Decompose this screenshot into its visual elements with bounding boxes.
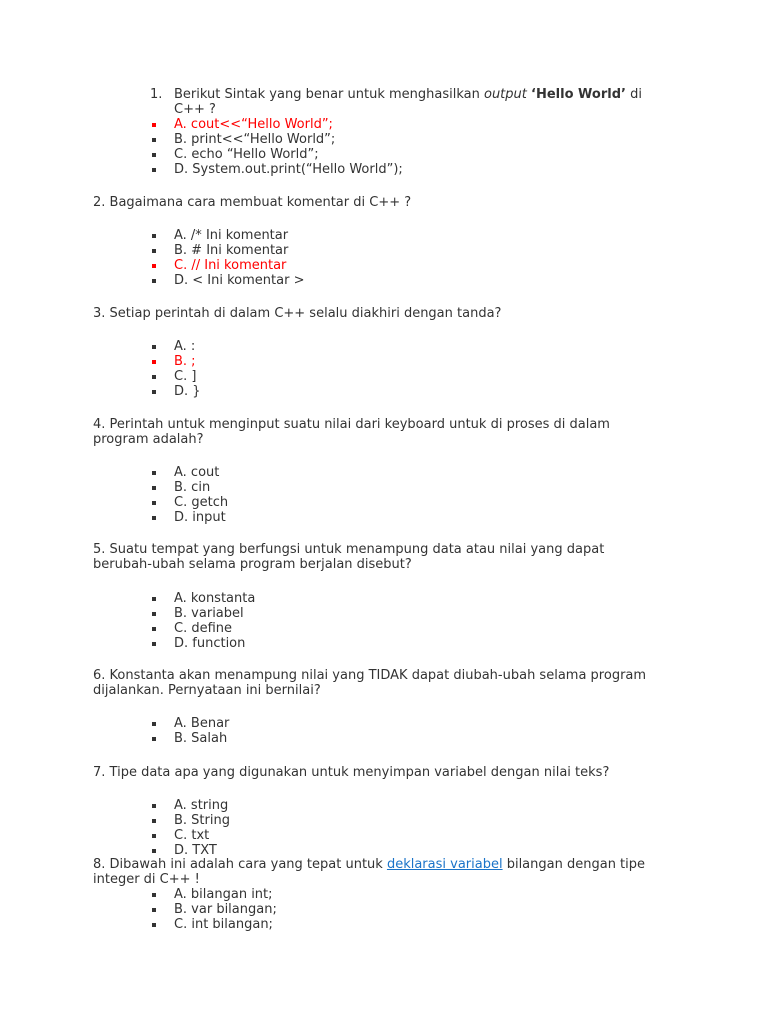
bullet-icon xyxy=(152,516,156,520)
option-1d xyxy=(150,162,403,177)
option-5b xyxy=(150,606,255,621)
question-8-line-2: integer di C++ ! xyxy=(93,872,200,887)
option-8b xyxy=(150,902,277,917)
question-1-options xyxy=(150,117,403,177)
option-label: A. cout xyxy=(174,465,220,480)
option-label: C. getch xyxy=(174,495,229,510)
question-5-options xyxy=(150,591,255,651)
option-label: B. cin xyxy=(174,480,211,495)
bullet-icon xyxy=(152,471,156,475)
option-label: D. < Ini komentar > xyxy=(174,273,305,288)
option-8a xyxy=(150,887,277,902)
question-1-italic: output xyxy=(483,87,527,102)
question-1-line-1 xyxy=(150,87,690,102)
option-label: D. } xyxy=(174,384,201,399)
bullet-icon xyxy=(152,153,156,157)
bullet-icon xyxy=(152,908,156,912)
question-4-line-1: 4. Perintah untuk menginput suatu nilai dari keyboard untuk di proses di dalam xyxy=(93,417,610,432)
option-3c xyxy=(150,369,201,384)
option-label: D. input xyxy=(174,510,226,525)
question-1-bold: ‘Hello World’ xyxy=(531,87,626,102)
question-6-line-2: dijalankan. Pernyataan ini bernilai? xyxy=(93,683,321,698)
option-label: C. ] xyxy=(174,369,197,384)
option-3a xyxy=(150,339,201,354)
deklarasi-variabel-link[interactable]: deklarasi variabel xyxy=(386,857,503,872)
option-2c xyxy=(150,258,304,273)
question-1-line-2: C++ ? xyxy=(174,102,216,117)
option-label: A. /* Ini komentar xyxy=(174,228,289,243)
bullet-icon xyxy=(152,849,156,853)
option-label: A. cout<<“Hello World”; xyxy=(174,117,333,132)
option-label: D. function xyxy=(174,636,246,651)
bullet-icon xyxy=(152,501,156,505)
option-label: B. # Ini komentar xyxy=(174,243,289,258)
bullet-icon xyxy=(152,597,156,601)
option-1c xyxy=(150,147,403,162)
option-label: C. txt xyxy=(174,828,210,843)
option-6a xyxy=(150,716,229,731)
question-8-options xyxy=(150,887,277,932)
option-label: A. bilangan int; xyxy=(174,887,273,902)
bullet-icon xyxy=(152,834,156,838)
option-2b xyxy=(150,243,304,258)
question-5-line-1: 5. Suatu tempat yang berfungsi untuk menampung data atau nilai yang dapat xyxy=(93,542,605,557)
question-1-number: 1. xyxy=(150,87,163,102)
bullet-icon xyxy=(152,360,156,364)
option-4c xyxy=(150,495,228,510)
bullet-icon xyxy=(152,819,156,823)
question-1-text-before: Berikut Sintak yang benar untuk menghasilkan xyxy=(174,87,484,102)
bullet-icon xyxy=(152,612,156,616)
question-4-line-2: program adalah? xyxy=(93,432,204,447)
bullet-icon xyxy=(152,390,156,394)
question-8-text-before: 8. Dibawah ini adalah cara yang tepat untuk xyxy=(93,857,387,872)
option-label: B. ; xyxy=(174,354,196,369)
option-2a xyxy=(150,228,304,243)
question-3-options xyxy=(150,339,201,399)
option-6b xyxy=(150,731,229,746)
option-8c xyxy=(150,917,277,932)
bullet-icon xyxy=(152,737,156,741)
option-label: B. variabel xyxy=(174,606,244,621)
option-5d xyxy=(150,636,255,651)
bullet-icon xyxy=(152,345,156,349)
option-3b xyxy=(150,354,201,369)
question-5 xyxy=(93,542,693,572)
bullet-icon xyxy=(152,279,156,283)
question-4-options xyxy=(150,465,228,525)
bullet-icon xyxy=(152,234,156,238)
bullet-icon xyxy=(152,264,156,268)
question-2-options xyxy=(150,228,304,288)
option-4a xyxy=(150,465,228,480)
option-1a xyxy=(150,117,403,132)
option-7b xyxy=(150,813,230,828)
option-label: C. // Ini komentar xyxy=(174,258,287,273)
option-label: B. print<<“Hello World”; xyxy=(174,132,336,147)
question-1 xyxy=(150,87,690,117)
option-label: A. Benar xyxy=(174,716,230,731)
option-7d xyxy=(150,843,230,858)
option-7a xyxy=(150,798,230,813)
bullet-icon xyxy=(152,627,156,631)
question-7-options xyxy=(150,798,230,858)
question-4 xyxy=(93,417,693,447)
bullet-icon xyxy=(152,486,156,490)
question-2: 2. Bagaimana cara membuat komentar di C++ ? xyxy=(93,195,412,210)
option-label: D. System.out.print(“Hello World”); xyxy=(174,162,403,177)
option-1b xyxy=(150,132,403,147)
option-label: A. konstanta xyxy=(174,591,256,606)
question-7: 7. Tipe data apa yang digunakan untuk menyimpan variabel dengan nilai teks? xyxy=(93,765,610,780)
question-8 xyxy=(93,857,693,887)
bullet-icon xyxy=(152,642,156,646)
option-3d xyxy=(150,384,201,399)
option-label: C. define xyxy=(174,621,233,636)
option-label: A. string xyxy=(174,798,229,813)
bullet-icon xyxy=(152,923,156,927)
question-8-line-1 xyxy=(93,857,693,872)
option-5c xyxy=(150,621,255,636)
bullet-icon xyxy=(152,375,156,379)
bullet-icon xyxy=(152,168,156,172)
bullet-icon xyxy=(152,722,156,726)
question-3: 3. Setiap perintah di dalam C++ selalu diakhiri dengan tanda? xyxy=(93,306,502,321)
bullet-icon xyxy=(152,804,156,808)
bullet-icon xyxy=(152,138,156,142)
option-4d xyxy=(150,510,228,525)
bullet-icon xyxy=(152,893,156,897)
question-8-text-after: bilangan dengan tipe xyxy=(502,857,646,872)
question-6-line-1: 6. Konstanta akan menampung nilai yang TIDAK dapat diubah-ubah selama program xyxy=(93,668,647,683)
option-label: C. int bilangan; xyxy=(174,917,273,932)
question-6-options xyxy=(150,716,229,746)
option-label: C. echo “Hello World”; xyxy=(174,147,319,162)
bullet-icon xyxy=(152,123,156,127)
option-7c xyxy=(150,828,230,843)
option-label: B. Salah xyxy=(174,731,228,746)
question-5-line-2: berubah-ubah selama program berjalan disebut? xyxy=(93,557,412,572)
option-label: B. String xyxy=(174,813,230,828)
option-4b xyxy=(150,480,228,495)
option-label: D. TXT xyxy=(174,843,217,858)
option-2d xyxy=(150,273,304,288)
option-5a xyxy=(150,591,255,606)
option-label: B. var bilangan; xyxy=(174,902,277,917)
bullet-icon xyxy=(152,249,156,253)
question-1-text-after: di xyxy=(625,87,642,102)
option-label: A. : xyxy=(174,339,196,354)
question-6 xyxy=(93,668,693,698)
